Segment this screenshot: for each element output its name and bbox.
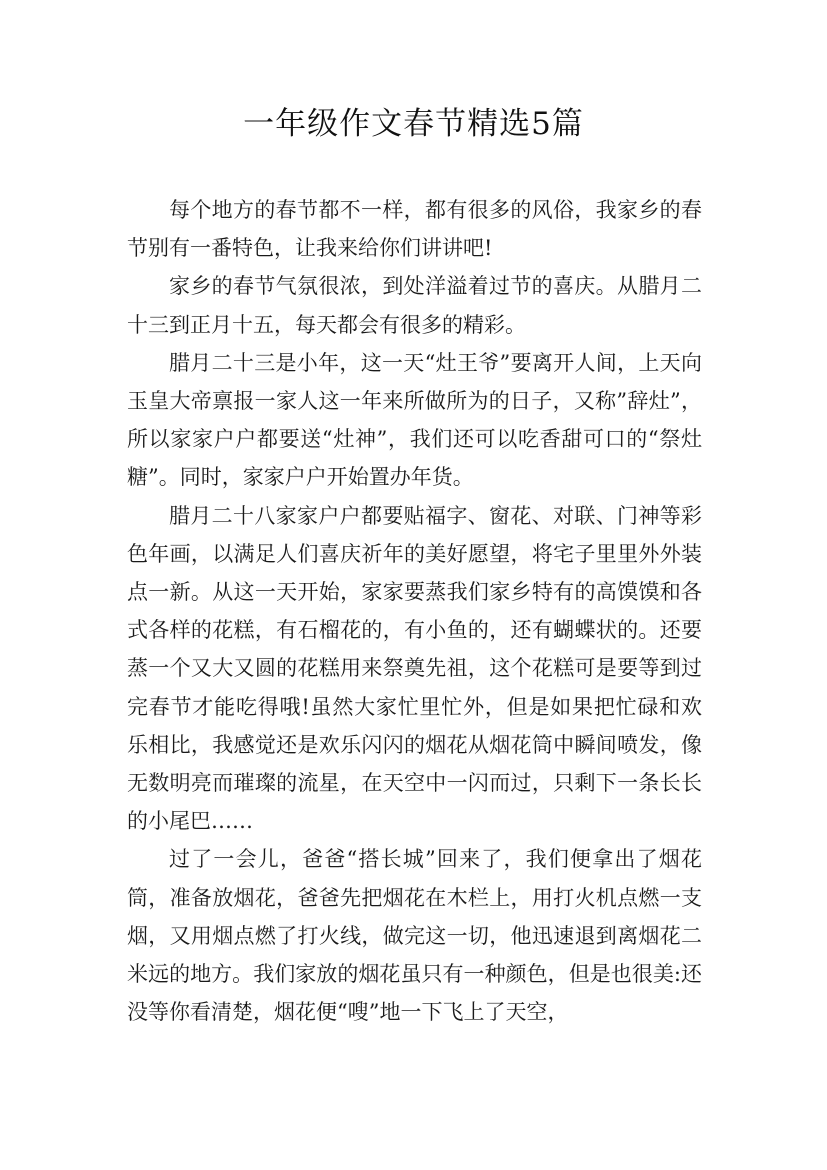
- paragraph-2: 家乡的春节气氛很浓，到处洋溢着过节的喜庆。从腊月二十三到正月十五，每天都会有很多的精彩。: [127, 274, 702, 337]
- paragraph-1: 每个地方的春节都不一样，都有很多的风俗，我家乡的春节别有一番特色，让我来给你们讲讲吧!: [127, 198, 702, 261]
- document-body: [127, 191, 702, 1031]
- paragraph-3: 腊月二十三是小年，这一天“灶王爷”要离开人间，上天向玉皇大帝禀报一家人这一年来所做所为的日子，又称”辞灶”，所以家家户户都要送“灶神”，我们还可以吃香甜可口的“祭灶糖”。同时，家家户户开始置办年货。: [127, 350, 702, 490]
- document-title: 一年级作文春节精选5篇: [243, 106, 584, 142]
- paragraph-4: 腊月二十八家家户户都要贴福字、窗花、对联、门神等彩色年画，以满足人们喜庆祈年的美好愿望，将宅子里里外外装点一新。从这一天开始，家家要蒸我们家乡特有的高馍馍和各式各样的花糕，有石榴花的，有小鱼的，还有蝴蝶状的。还要蒸一个又大又圆的花糕用来祭奠先祖，这个花糕可是要等到过完春节才能吃得哦!虽然大家忙里忙外，但是如果把忙碌和欢乐相比，我感觉还是欢乐闪闪的烟花从烟花筒中瞬间喷发，像无数明亮而璀璨的流星，在天空中一闪而过，只剩下一条长长的小尾巴……: [127, 503, 702, 834]
- paragraph-5: 过了一会儿，爸爸“搭长城”回来了，我们便拿出了烟花筒，准备放烟花，爸爸先把烟花在木栏上，用打火机点燃一支烟，又用烟点燃了打火线，做完这一切，他迅速退到离烟花二米远的地方。我们家放的烟花虽只有一种颜色，但是也很美:还没等你看清楚，烟花便“嗖”地一下飞上了天空，: [127, 847, 702, 1025]
